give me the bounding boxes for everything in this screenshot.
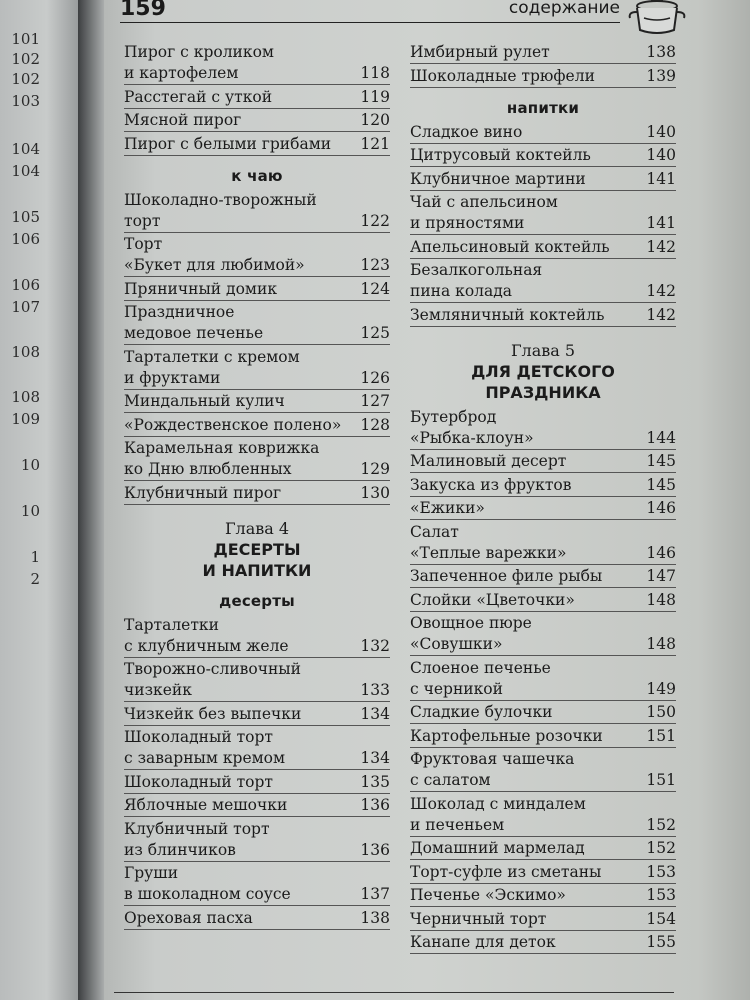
subsection-heading: к чаю — [231, 166, 283, 185]
prev-page-number: 104 — [11, 162, 40, 180]
toc-entry-title: «Ежики» — [410, 499, 485, 517]
toc-entry-title: из блинчиков — [124, 840, 236, 859]
toc-entry[interactable] — [410, 726, 676, 748]
toc-entry-page: 154 — [646, 909, 676, 928]
toc-entry-title: Мясной пирог — [124, 111, 242, 129]
toc-entry-title: Бутерброд — [410, 407, 497, 426]
contents-page — [104, 0, 750, 1000]
toc-entry[interactable] — [124, 87, 390, 109]
toc-entry[interactable] — [124, 391, 390, 413]
toc-entry-page: 139 — [646, 66, 676, 85]
toc-entry-page: 119 — [360, 87, 390, 106]
toc-entry-title: Фруктовая чашечка — [410, 750, 575, 768]
toc-entry-title: ко Дню влюбленных — [124, 460, 292, 478]
toc-entry-title: «Рыбка-клоун» — [410, 428, 534, 447]
toc-entry[interactable] — [410, 260, 676, 303]
toc-entry-page: 127 — [360, 392, 390, 410]
toc-entry-page: 151 — [646, 726, 676, 745]
toc-entry-title: Торт-суфле из сметаны — [410, 862, 602, 881]
prev-page-number: 1 — [30, 548, 40, 566]
toc-entry-page: 122 — [360, 211, 390, 230]
toc-entry[interactable] — [410, 658, 676, 701]
prev-page-number: 104 — [11, 140, 40, 158]
toc-entry-title: Творожно-сливочный — [124, 660, 301, 678]
subsection-heading: десерты — [219, 591, 295, 610]
contents-left-column — [124, 42, 390, 931]
prev-page-number: 2 — [30, 570, 40, 588]
toc-entry-page: 146 — [646, 499, 676, 517]
toc-entry[interactable] — [410, 932, 676, 954]
toc-entry-title: пина колада — [410, 282, 513, 300]
toc-entry-title: Пирог с белыми грибами — [124, 134, 332, 153]
toc-entry-title: Клубничный пирог — [124, 483, 282, 502]
toc-entry-title: с клубничным желе — [124, 636, 289, 655]
toc-entry-page: 124 — [360, 279, 390, 298]
prev-page-number: 108 — [11, 388, 40, 406]
toc-entry-title: Печенье «Эскимо» — [410, 886, 566, 904]
footer-rule — [114, 992, 674, 993]
toc-entry-title: с салатом — [410, 771, 491, 789]
toc-entry-title: Клубничное мартини — [410, 169, 586, 188]
toc-entry-page: 135 — [360, 772, 390, 791]
toc-entry-page: 125 — [360, 324, 390, 342]
toc-entry-title: Сладкое вино — [410, 122, 523, 141]
toc-entry[interactable] — [410, 169, 676, 191]
toc-entry-title: и картофелем — [124, 64, 239, 82]
toc-entry-page: 153 — [646, 886, 676, 904]
toc-entry-title: Домашний мармелад — [410, 839, 585, 857]
section-label: содержание — [508, 0, 620, 18]
chapter-number: Глава 5 — [510, 340, 576, 360]
toc-entry[interactable] — [124, 190, 390, 233]
toc-entry-page: 140 — [646, 122, 676, 141]
toc-entry-title: Яблочные мешочки — [124, 796, 288, 814]
toc-entry-title: Овощное пюре — [410, 614, 532, 632]
chapter-title: ДЕСЕРТЫ И НАПИТКИ — [202, 539, 312, 580]
toc-entry-page: 148 — [646, 635, 676, 653]
toc-entry-page: 120 — [360, 111, 390, 129]
toc-entry[interactable] — [410, 498, 676, 520]
toc-entry-title: «Рождественское полено» — [124, 415, 342, 434]
toc-entry[interactable] — [124, 483, 390, 505]
toc-entry-page: 152 — [646, 815, 676, 834]
toc-entry[interactable] — [124, 727, 390, 770]
toc-entry[interactable] — [410, 407, 676, 450]
chapter-title: ДЛЯ ДЕТСКОГО ПРАЗДНИКА — [471, 361, 615, 402]
toc-entry[interactable] — [410, 566, 676, 588]
toc-entry-page: 142 — [646, 237, 676, 256]
toc-entry-page: 140 — [646, 146, 676, 164]
toc-entry-page: 150 — [646, 703, 676, 721]
toc-entry-title: Клубничный торт — [124, 819, 270, 838]
toc-entry[interactable] — [124, 279, 390, 301]
toc-entry-title: Ореховая пасха — [124, 908, 253, 927]
toc-entry-title: Карамельная коврижка — [124, 439, 320, 457]
toc-entry[interactable] — [410, 522, 676, 565]
prev-page-number: 105 — [11, 208, 40, 226]
toc-entry[interactable] — [124, 234, 390, 277]
prev-page-number: 109 — [11, 410, 40, 428]
toc-entry-page: 134 — [360, 749, 390, 767]
toc-entry-page: 137 — [360, 885, 390, 903]
toc-entry-title: Слойки «Цветочки» — [410, 590, 575, 609]
subsection-heading: напитки — [506, 98, 580, 117]
toc-entry-page: 136 — [360, 840, 390, 859]
toc-entry-title: Слоеное печенье — [410, 658, 551, 677]
toc-entry[interactable] — [124, 819, 390, 862]
toc-entry-title: Торт — [124, 235, 163, 253]
toc-entry-title: Закуска из фруктов — [410, 475, 572, 494]
toc-entry-page: 147 — [646, 567, 676, 585]
toc-entry-title: «Теплые варежки» — [410, 543, 567, 562]
toc-entry-title: торт — [124, 211, 161, 230]
toc-entry[interactable] — [410, 66, 676, 88]
toc-entry[interactable] — [124, 704, 390, 726]
prev-page-number: 101 — [11, 30, 40, 48]
toc-entry-title: Тарталетки с кремом — [124, 347, 300, 366]
prev-page-number: 103 — [11, 92, 40, 110]
toc-entry[interactable] — [124, 615, 390, 658]
toc-entry-title: Груши — [124, 864, 179, 882]
toc-entry-title: Чай с апельсином — [410, 193, 558, 211]
toc-entry[interactable] — [410, 122, 676, 144]
toc-entry-title: Праздничное — [124, 303, 235, 321]
toc-entry-title: Черничный торт — [410, 909, 547, 928]
prev-page-number: 106 — [11, 230, 40, 248]
toc-entry-title: Картофельные розочки — [410, 726, 603, 745]
toc-entry[interactable] — [124, 795, 390, 817]
toc-entry-page: 118 — [360, 64, 390, 82]
contents-right-column — [410, 42, 676, 956]
toc-entry-title: и пряностями — [410, 214, 525, 232]
toc-entry-page: 133 — [360, 681, 390, 699]
toc-entry-title: чизкейк — [124, 681, 192, 699]
toc-entry-title: Тарталетки — [124, 615, 219, 634]
toc-entry-page: 144 — [646, 428, 676, 447]
toc-entry-title: Пирог с кроликом — [124, 43, 274, 61]
toc-entry-title: с черникой — [410, 679, 503, 698]
toc-entry[interactable] — [124, 659, 390, 702]
toc-entry[interactable] — [410, 794, 676, 837]
toc-entry-page: 142 — [646, 305, 676, 324]
prev-page-number: 108 — [11, 343, 40, 361]
toc-entry[interactable] — [124, 134, 390, 156]
toc-entry[interactable] — [124, 347, 390, 390]
toc-entry-title: с заварным кремом — [124, 749, 286, 767]
toc-entry-page: 138 — [360, 908, 390, 927]
toc-entry[interactable] — [124, 110, 390, 132]
toc-entry-page: 152 — [646, 839, 676, 857]
previous-page-edge — [0, 0, 78, 1000]
toc-entry[interactable] — [410, 237, 676, 259]
toc-entry-page: 148 — [646, 590, 676, 609]
toc-entry[interactable] — [410, 702, 676, 724]
toc-entry-title: Шоколадный торт — [124, 728, 273, 746]
toc-entry-page: 138 — [646, 43, 676, 61]
page-header — [120, 0, 620, 23]
toc-entry[interactable] — [410, 145, 676, 167]
toc-entry-page: 149 — [646, 679, 676, 698]
toc-entry-page: 146 — [646, 543, 676, 562]
toc-entry-page: 151 — [646, 771, 676, 789]
toc-entry[interactable] — [124, 863, 390, 906]
toc-entry[interactable] — [410, 749, 676, 792]
toc-entry-title: Шоколадный торт — [124, 772, 273, 791]
prev-page-number: 102 — [11, 50, 40, 68]
toc-entry[interactable] — [124, 42, 390, 85]
toc-entry-title: Пряничный домик — [124, 279, 278, 298]
toc-entry-page: 153 — [646, 862, 676, 881]
toc-entry-title: Безалкогольная — [410, 261, 543, 279]
toc-entry-title: «Совушки» — [410, 635, 503, 653]
toc-entry-title: Шоколадные трюфели — [410, 66, 595, 85]
toc-entry[interactable] — [124, 772, 390, 794]
toc-entry[interactable] — [410, 192, 676, 235]
toc-entry-page: 142 — [646, 282, 676, 300]
toc-entry-page: 126 — [360, 368, 390, 387]
book-gutter — [78, 0, 104, 1000]
page-number: 159 — [120, 0, 166, 21]
toc-entry-title: Земляничный коктейль — [410, 305, 605, 324]
prev-page-number: 106 — [11, 276, 40, 294]
prev-page-number: 102 — [11, 70, 40, 88]
toc-entry-title: в шоколадном соусе — [124, 885, 291, 903]
toc-entry-title: Имбирный рулет — [410, 43, 550, 61]
toc-entry[interactable] — [124, 438, 390, 481]
toc-entry-page: 123 — [360, 256, 390, 274]
toc-entry-page: 136 — [360, 796, 390, 814]
toc-entry-page: 130 — [360, 483, 390, 502]
toc-entry-title: Сладкие булочки — [410, 703, 553, 721]
toc-entry-page: 145 — [646, 475, 676, 494]
toc-entry[interactable] — [410, 305, 676, 327]
toc-entry-title: Канапе для деток — [410, 933, 556, 951]
toc-entry[interactable] — [410, 42, 676, 64]
toc-entry-title: и печеньем — [410, 815, 505, 834]
prev-page-number: 10 — [20, 456, 40, 474]
toc-entry-title: Миндальный кулич — [124, 392, 285, 410]
toc-entry[interactable] — [410, 475, 676, 497]
toc-entry-title: Шоколадно-творожный — [124, 190, 317, 209]
toc-entry-title: и фруктами — [124, 368, 221, 387]
toc-entry[interactable] — [124, 302, 390, 345]
prev-page-number: 107 — [11, 298, 40, 316]
toc-entry-title: Запеченное филе рыбы — [410, 567, 603, 585]
toc-entry-title: Апельсиновый коктейль — [410, 237, 610, 256]
toc-entry-title: «Букет для любимой» — [124, 256, 305, 274]
toc-entry[interactable] — [410, 451, 676, 473]
toc-entry-page: 121 — [360, 134, 390, 153]
toc-entry[interactable] — [124, 415, 390, 437]
toc-entry[interactable] — [410, 862, 676, 884]
toc-entry[interactable] — [410, 613, 676, 656]
toc-entry[interactable] — [410, 838, 676, 860]
toc-entry-title: Салат — [410, 522, 459, 541]
toc-entry[interactable] — [124, 908, 390, 930]
toc-entry-page: 132 — [360, 636, 390, 655]
toc-entry-title: медовое печенье — [124, 324, 264, 342]
toc-entry-page: 145 — [646, 452, 676, 470]
toc-entry-title: Расстегай с уткой — [124, 87, 273, 106]
toc-entry-title: Малиновый десерт — [410, 452, 567, 470]
toc-entry-page: 141 — [646, 214, 676, 232]
toc-entry-page: 134 — [360, 704, 390, 723]
toc-entry-title: Шоколад с миндалем — [410, 794, 586, 813]
toc-entry-title: Чизкейк без выпечки — [124, 704, 302, 723]
toc-entry[interactable] — [410, 909, 676, 931]
prev-page-number: 10 — [20, 502, 40, 520]
toc-entry-page: 129 — [360, 460, 390, 478]
toc-entry-page: 155 — [646, 933, 676, 951]
chapter-number: Глава 4 — [224, 518, 290, 538]
toc-entry-title: Цитрусовый коктейль — [410, 146, 591, 164]
toc-entry[interactable] — [410, 885, 676, 907]
toc-entry-page: 128 — [360, 415, 390, 434]
cooking-pot-icon — [624, 0, 690, 36]
toc-entry-page: 141 — [646, 169, 676, 188]
toc-entry[interactable] — [410, 590, 676, 612]
